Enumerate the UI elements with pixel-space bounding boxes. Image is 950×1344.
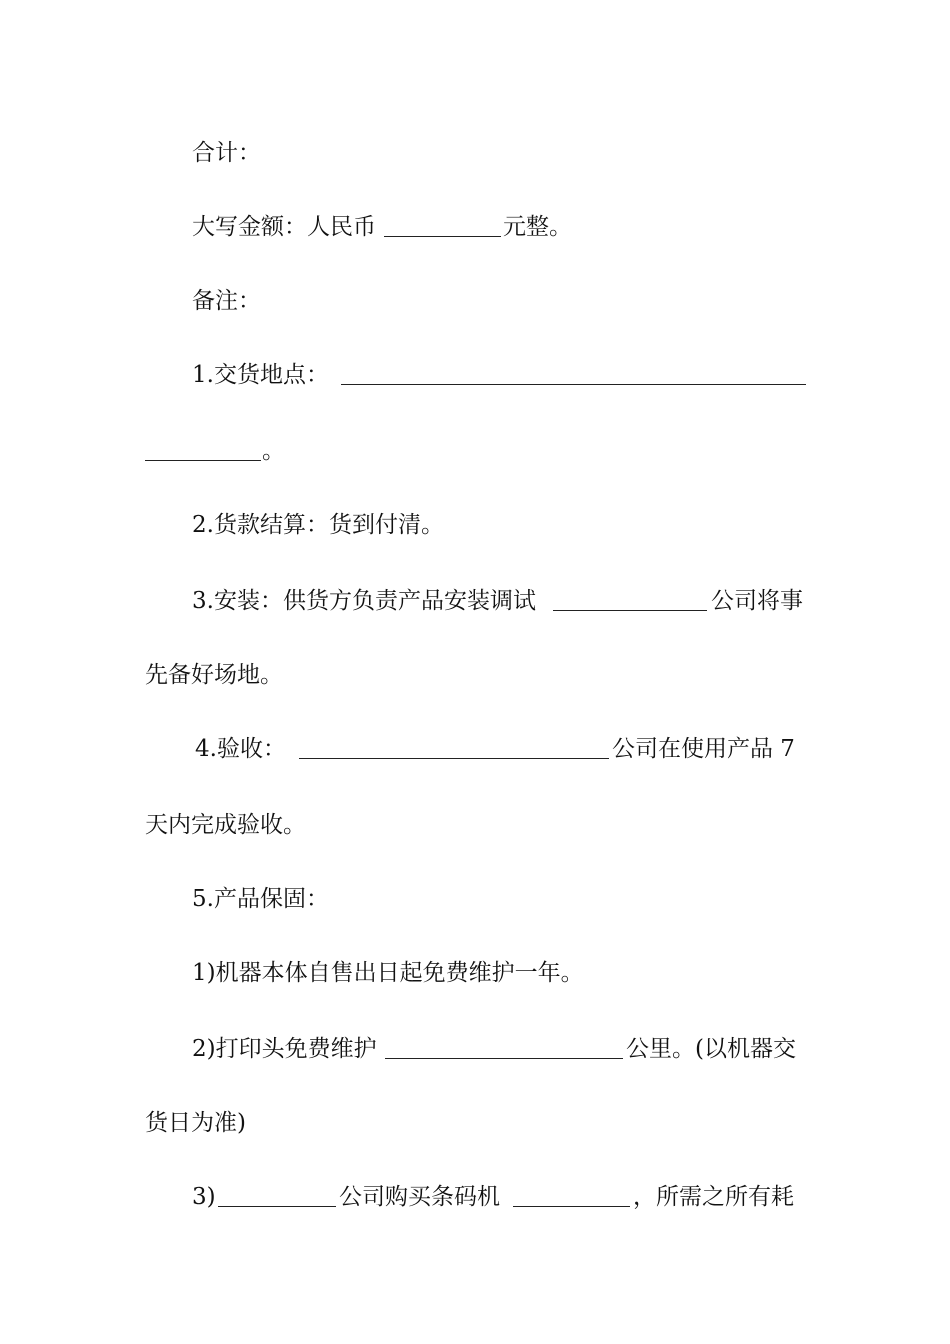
installation-continued-text: 先备好场地。 bbox=[145, 662, 283, 688]
delivery-location-blank[interactable] bbox=[341, 384, 806, 385]
warranty-item-2-line bbox=[0, 1034, 950, 1064]
acceptance-blank[interactable] bbox=[299, 758, 609, 759]
warranty-item-2-continued-line bbox=[0, 1108, 950, 1138]
delivery-location-line bbox=[0, 360, 950, 390]
acceptance-continued-text: 天内完成验收。 bbox=[145, 812, 306, 838]
amount-blank[interactable] bbox=[384, 236, 501, 237]
acceptance-suffix: 公司在使用产品 7 bbox=[612, 736, 795, 762]
installation-blank[interactable] bbox=[553, 610, 707, 611]
warranty-item-3-middle: 公司购买条码机 bbox=[339, 1184, 500, 1210]
amount-in-words-label: 大写金额：人民币 bbox=[192, 214, 376, 240]
warranty-item-2-label: 2)打印头免费维护 bbox=[192, 1036, 377, 1062]
total-line bbox=[0, 138, 950, 168]
print-head-mileage-blank[interactable] bbox=[385, 1058, 623, 1059]
acceptance-continued-line bbox=[0, 810, 950, 840]
acceptance-line bbox=[0, 734, 950, 764]
warranty-item-2-continued: 货日为准) bbox=[145, 1110, 246, 1136]
warranty-heading-line bbox=[0, 884, 950, 914]
installation-text: 3.安装：供货方负责产品安装调试 bbox=[192, 588, 536, 614]
warranty-item-1-line bbox=[0, 958, 950, 988]
amount-in-words-line bbox=[0, 212, 950, 242]
warranty-item-1: 1)机器本体自售出日起免费维护一年。 bbox=[192, 960, 584, 986]
installation-suffix: 公司将事 bbox=[711, 588, 803, 614]
delivery-location-label: 1.交货地点： bbox=[192, 362, 329, 388]
warranty-item-3-prefix: 3) bbox=[192, 1184, 216, 1210]
installation-continued-line bbox=[0, 660, 950, 690]
payment-settlement-text: 2.货款结算：货到付清。 bbox=[192, 512, 444, 538]
remarks-label: 备注： bbox=[192, 288, 261, 314]
delivery-location-period: 。 bbox=[262, 438, 285, 464]
warranty-item-3-company-blank[interactable] bbox=[218, 1206, 336, 1207]
warranty-heading: 5.产品保固： bbox=[192, 886, 329, 912]
delivery-location-continued-line bbox=[0, 436, 950, 466]
payment-settlement-line bbox=[0, 510, 950, 540]
delivery-location-blank-2[interactable] bbox=[145, 460, 261, 461]
warranty-item-3-suffix: ，所需之所有耗 bbox=[633, 1184, 794, 1210]
warranty-item-3-line bbox=[0, 1182, 950, 1212]
warranty-item-3-model-blank[interactable] bbox=[513, 1206, 630, 1207]
amount-suffix: 元整。 bbox=[503, 214, 572, 240]
warranty-item-2-suffix: 公里。(以机器交 bbox=[626, 1036, 796, 1062]
acceptance-label: 4.验收： bbox=[195, 736, 286, 762]
remarks-line bbox=[0, 286, 950, 316]
installation-line bbox=[0, 586, 950, 616]
total-label: 合计： bbox=[192, 140, 261, 166]
